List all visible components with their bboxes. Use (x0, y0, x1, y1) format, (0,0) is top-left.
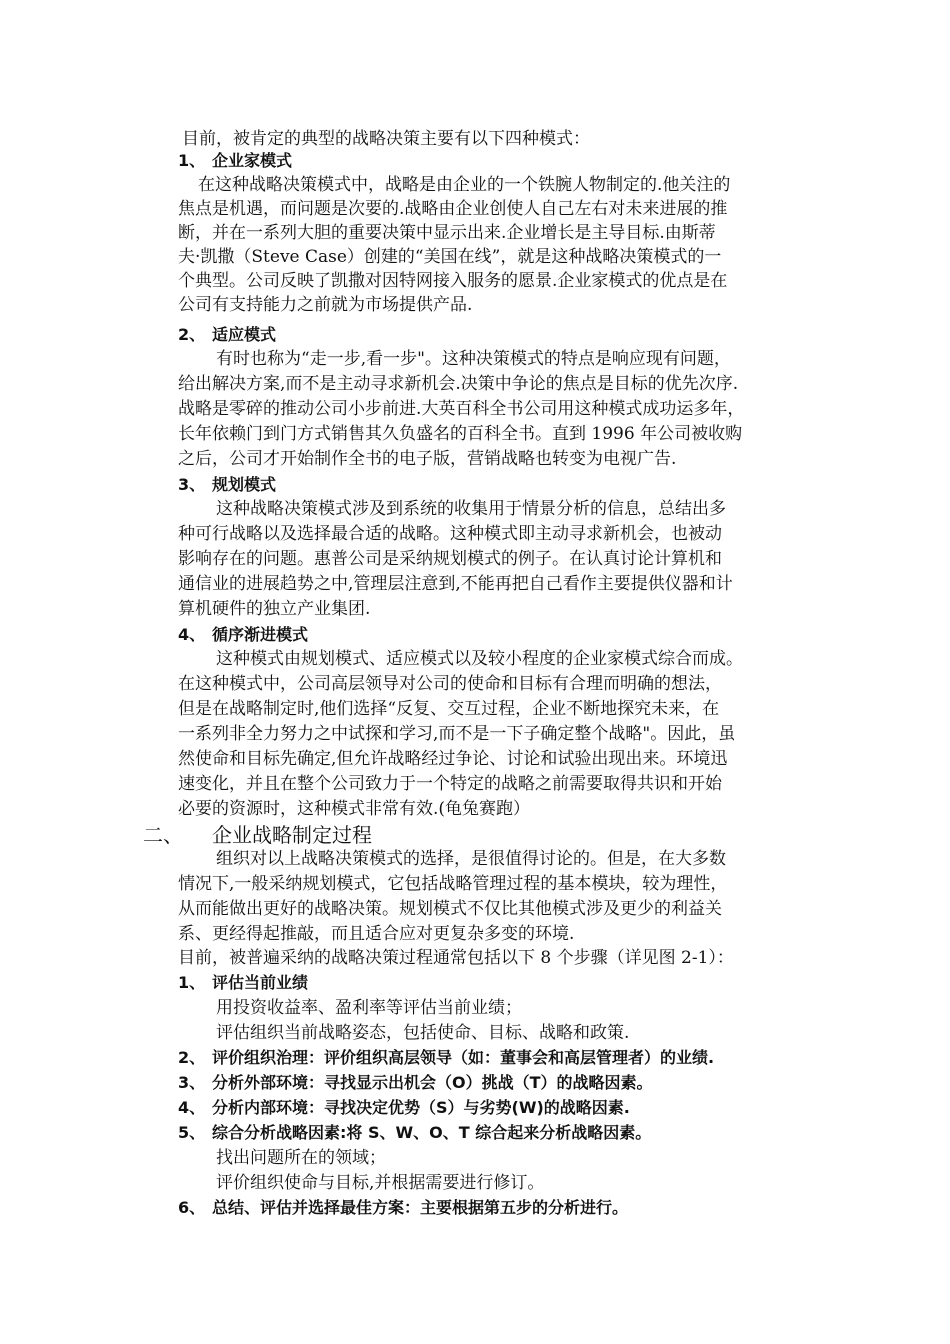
mode-4-line: 在这种模式中，公司高层领导对公司的使命和目标有合理而明确的想法， (178, 674, 722, 694)
mode-1-number: 1、 (178, 151, 206, 170)
section-2-line: 组织对以上战略决策模式的选择，是很值得讨论的。但是，在大多数 (216, 849, 726, 869)
mode-1-title: 企业家模式 (212, 151, 293, 170)
mode-2-title: 适应模式 (212, 325, 277, 344)
mode-4-title: 循序渐进模式 (212, 625, 309, 644)
mode-3-line: 影响存在的问题。惠普公司是采纳规划模式的例子。在认真讨论计算机和 (178, 549, 722, 569)
mode-2-line: 长年依赖门到门方式销售其久负盛名的百科全书。直到 1996 年公司被收购 (178, 424, 743, 444)
mode-1-line: 公司有支持能力之前就为市场提供产品. (178, 295, 473, 315)
mode-4-line: 然使命和目标先确定,但允许战略经过争论、讨论和试验出现出来。环境迅 (178, 749, 728, 769)
mode-3-title: 规划模式 (212, 475, 277, 494)
steps-intro: 目前，被普遍采纳的战略决策过程通常包括以下 8 个步骤（详见图 2-1）： (178, 948, 734, 968)
section-2-number: 二、 (143, 823, 183, 847)
mode-4-line: 这种模式由规划模式、适应模式以及较小程度的企业家模式综合而成。 (216, 649, 743, 669)
mode-4-line: 速变化，并且在整个公司致力于一个特定的战略之前需要取得共识和开始 (178, 774, 722, 794)
step-5-sub: 找出问题所在的领域； (216, 1148, 386, 1168)
mode-2-line: 之后，公司才开始制作全书的电子版，营销战略也转变为电视广告. (178, 449, 677, 469)
step-2-number: 2、 (178, 1048, 206, 1067)
mode-4-number: 4、 (178, 625, 206, 644)
step-3-title: 分析外部环境：寻找显示出机会（O）挑战（T）的战略因素。 (212, 1073, 653, 1092)
step-5-number: 5、 (178, 1123, 206, 1142)
step-6-title: 总结、评估并选择最佳方案：主要根据第五步的分析进行。 (212, 1198, 629, 1217)
mode-1-line: 个典型。公司反映了凯撒对因特网接入服务的愿景.企业家模式的优点是在 (178, 271, 728, 291)
step-4-number: 4、 (178, 1098, 206, 1117)
intro-text: 目前，被肯定的典型的战略决策主要有以下四种模式： (182, 129, 590, 149)
mode-2-line: 战略是零碎的推动公司小步前进.大英百科全书公司用这种模式成功运多年， (178, 399, 745, 419)
step-3-number: 3、 (178, 1073, 206, 1092)
step-1-sub: 评估组织当前战略姿态，包括使命、目标、战略和政策. (216, 1023, 630, 1043)
mode-2-line: 有时也称为“走一步,看一步"。这种决策模式的特点是响应现有问题， (216, 349, 731, 369)
mode-3-line: 算机硬件的独立产业集团. (178, 599, 371, 619)
step-1-title: 评估当前业绩 (212, 973, 309, 992)
step-1-number: 1、 (178, 973, 206, 992)
section-2-title: 企业战略制定过程 (212, 823, 372, 847)
section-2-heading (0, 821, 600, 849)
mode-1-line: 焦点是机遇，而问题是次要的.战略由企业创使人自己左右对未来进展的推 (178, 199, 728, 219)
mode-2-number: 2、 (178, 325, 206, 344)
section-2-line: 情况下,一般采纳规划模式，它包括战略管理过程的基本模块，较为理性， (178, 874, 728, 894)
mode-3-line: 种可行战略以及选择最合适的战略。这种模式即主动寻求新机会，也被动 (178, 524, 722, 544)
mode-1-line: 夫·凯撒（Steve Case）创建的“美国在线”，就是这种战略决策模式的一 (178, 247, 722, 267)
mode-1-line: 断，并在一系列大胆的重要决策中显示出来.企业增长是主导目标.由斯蒂 (178, 223, 716, 243)
step-1-sub: 用投资收益率、盈利率等评估当前业绩； (216, 998, 522, 1018)
section-2-line: 从而能做出更好的战略决策。规划模式不仅比其他模式涉及更少的利益关 (178, 899, 722, 919)
mode-4-line: 必要的资源时，这种模式非常有效.(龟兔赛跑） (178, 799, 531, 819)
step-2-title: 评价组织治理：评价组织高层领导（如：董事会和高层管理者）的业绩. (212, 1048, 715, 1067)
mode-3-number: 3、 (178, 475, 206, 494)
mode-3-line: 这种战略决策模式涉及到系统的收集用于情景分析的信息，总结出多 (216, 499, 726, 519)
mode-2-line: 给出解决方案,而不是主动寻求新机会.决策中争论的焦点是目标的优先次序. (178, 374, 739, 394)
step-6-number: 6、 (178, 1198, 206, 1217)
mode-4-line: 但是在战略制定时,他们选择“反复、交互过程，企业不断地探究未来，在 (178, 699, 720, 719)
step-4-title: 分析内部环境：寻找决定优势（S）与劣势(W)的战略因素. (212, 1098, 630, 1117)
mode-4-line: 一系列非全力努力之中试探和学习,而不是一下子确定整个战略"。因此，虽 (178, 724, 736, 744)
step-5-sub: 评价组织使命与目标,并根据需要进行修订。 (216, 1173, 545, 1193)
mode-3-line: 通信业的进展趋势之中,管理层注意到,不能再把自己看作主要提供仪器和计 (178, 574, 733, 594)
step-5-title: 综合分析战略因素:将 S、W、O、T 综合起来分析战略因素。 (212, 1123, 652, 1142)
mode-1-line: 在这种战略决策模式中，战略是由企业的一个铁腕人物制定的.他关注的 (198, 175, 731, 195)
section-2-line: 系、更经得起推敲，而且适合应对更复杂多变的环境. (178, 924, 575, 944)
